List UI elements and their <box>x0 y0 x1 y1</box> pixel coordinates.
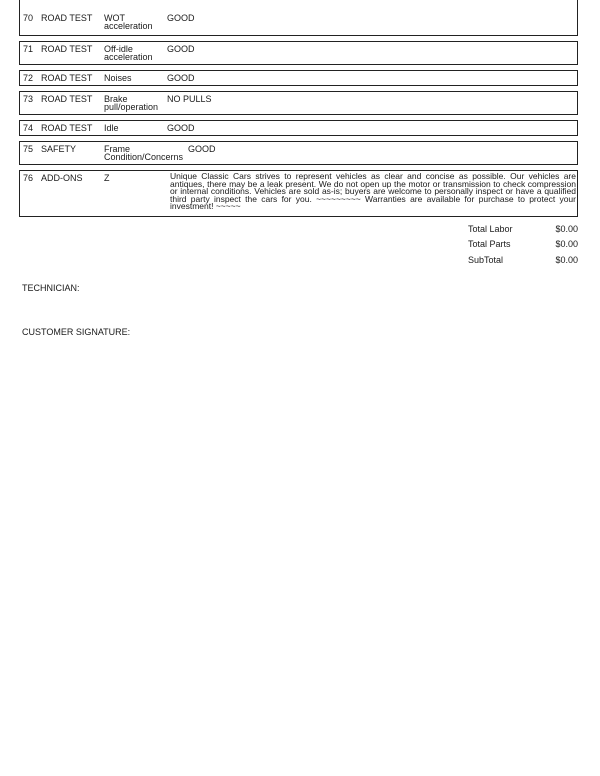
subtotal-label: SubTotal <box>468 255 504 265</box>
total-labor-label: Total Labor <box>468 224 513 234</box>
total-parts-label: Total Parts <box>468 239 511 249</box>
subtotal-row <box>468 256 578 268</box>
row-item: Brake pull/operation <box>104 94 159 112</box>
subtotal-value: $0.00 <box>555 255 578 265</box>
row-number: 74 <box>23 123 34 133</box>
total-parts-row <box>468 240 578 252</box>
row-item: Noises <box>104 73 132 83</box>
row-number: 73 <box>23 94 34 104</box>
row-category: ROAD TEST <box>41 13 93 23</box>
row-category: ROAD TEST <box>41 73 93 83</box>
row-result: GOOD <box>167 13 195 23</box>
table-row <box>19 70 578 86</box>
row-number: 75 <box>23 144 34 154</box>
table-row <box>19 41 578 65</box>
row-category: ROAD TEST <box>41 123 93 133</box>
table-row <box>19 91 578 115</box>
technician-label: TECHNICIAN: <box>22 283 80 293</box>
row-item: WOT acceleration <box>104 13 153 31</box>
table-row <box>19 170 578 217</box>
row-result: GOOD <box>167 73 195 83</box>
row-category: SAFETY <box>41 144 77 154</box>
row-number: 71 <box>23 44 34 54</box>
row-category: ADD-ONS <box>41 173 83 183</box>
row-disclaimer-note: Unique Classic Cars strives to represent vehicles as clear and concise as possible. Our vehicles are antiques, there may be a leak present. We do not open up the motor or transmission to check compression or internal conditions. Vehicles are sold as-is; buyers are welcome to personally inspect or have a qualified third party inspect the cars for you. ~~~~~~~~~ Warranties are available for purchase to protect your investment! ~~~~~ <box>170 171 576 212</box>
total-labor-row <box>468 225 578 237</box>
row-result: NO PULLS <box>167 94 212 104</box>
total-labor-value: $0.00 <box>555 224 578 234</box>
row-category: ROAD TEST <box>41 94 93 104</box>
row-result: GOOD <box>167 44 195 54</box>
row-result: GOOD <box>188 144 216 154</box>
row-number: 72 <box>23 73 34 83</box>
row-category: ROAD TEST <box>41 44 93 54</box>
row-item: Frame Condition/Concerns <box>104 144 184 162</box>
row-item: Off-idle acceleration <box>104 44 153 62</box>
table-row <box>19 141 578 165</box>
row-result: GOOD <box>167 123 195 133</box>
table-row <box>19 0 578 36</box>
total-parts-value: $0.00 <box>555 239 578 249</box>
customer-signature-label: CUSTOMER SIGNATURE: <box>22 327 131 337</box>
row-number: 76 <box>23 173 34 183</box>
row-item: Z <box>104 173 110 183</box>
row-number: 70 <box>23 13 34 23</box>
row-item: Idle <box>104 123 119 133</box>
table-row <box>19 120 578 136</box>
